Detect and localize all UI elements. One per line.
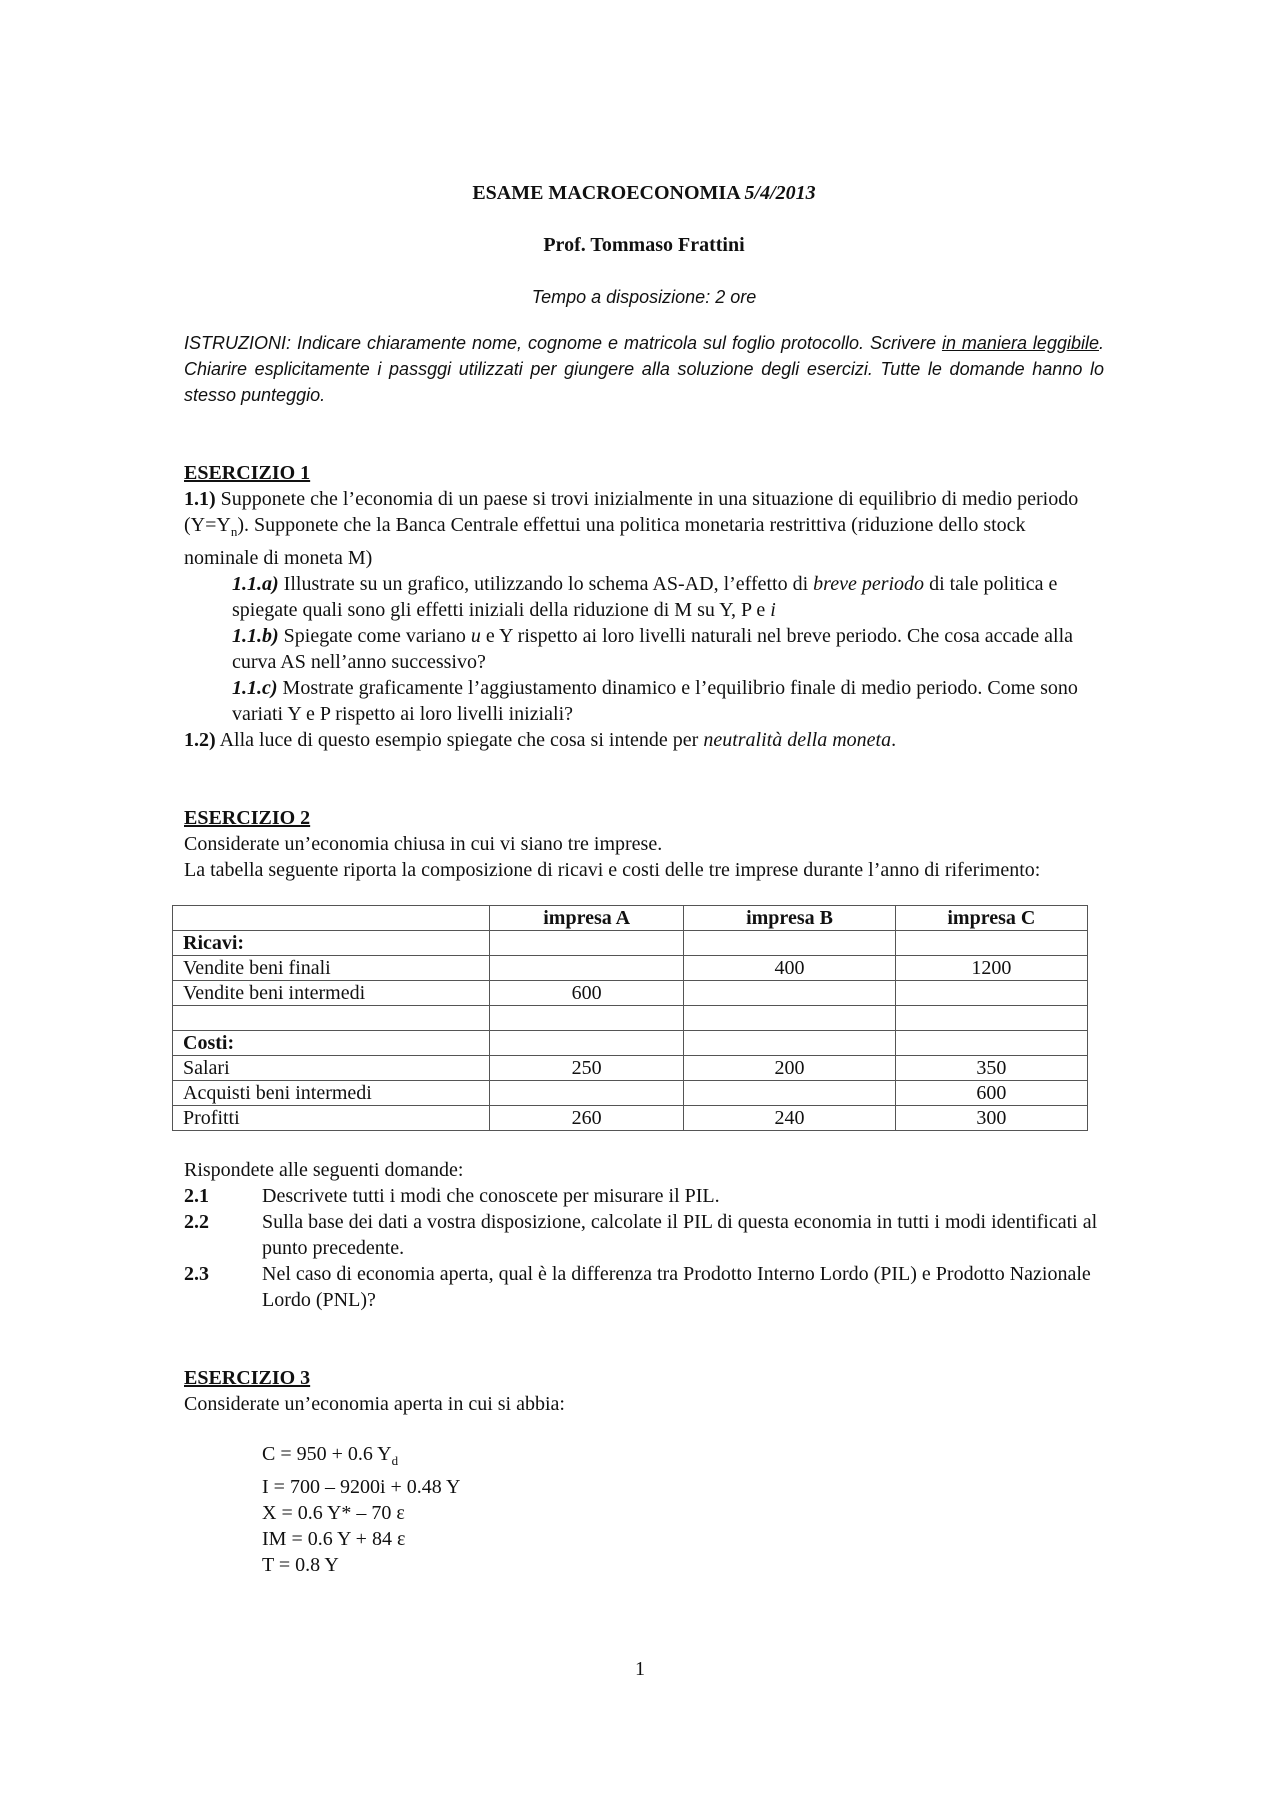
table-row bbox=[173, 1006, 1088, 1031]
question-item bbox=[184, 1209, 1104, 1261]
question-number: 2.1 bbox=[184, 1185, 209, 1207]
table-header-cell bbox=[173, 906, 490, 931]
value-cell bbox=[684, 1006, 895, 1031]
revenue-cost-table bbox=[172, 905, 1088, 1131]
question-text: Descrivete tutti i modi che conoscete per misurare il PIL. bbox=[262, 1185, 720, 1207]
value-cell: 1200 bbox=[895, 956, 1087, 981]
value-cell bbox=[489, 931, 683, 956]
time-allowed: Tempo a disposizione: 2 ore bbox=[531, 287, 757, 307]
exercise-3-title: ESERCIZIO 3 bbox=[184, 1367, 311, 1389]
exercise-2-line-2: La tabella seguente riporta la composizione di ricavi e costi delle tre imprese durante l’anno di riferimento: bbox=[184, 859, 1041, 881]
value-cell bbox=[895, 1031, 1087, 1056]
value-cell bbox=[489, 1006, 683, 1031]
question-1-1: 1.1) Supponete che l’economia di un paese si trovi inizialmente in una situazione di equilibrio di medio periodo $(Y=Y_n)$. Supponete che la Banca Centrale effettui una politica monetaria restrittiva (riduzione dello stock nominale di moneta M) bbox=[184, 488, 1079, 569]
question-item bbox=[184, 1183, 1104, 1209]
table-row bbox=[173, 956, 1088, 981]
exercise-2 bbox=[184, 805, 1104, 1313]
table-header-row bbox=[173, 906, 1088, 931]
answer-intro: Rispondete alle seguenti domande: bbox=[184, 1159, 464, 1181]
value-cell: 260 bbox=[489, 1106, 683, 1131]
exercise-2-line-1: Considerate un’economia chiusa in cui vi siano tre imprese. bbox=[184, 833, 663, 855]
exam-title: ESAME MACROECONOMIA 5/4/2013 bbox=[472, 182, 816, 204]
exercise-1 bbox=[184, 460, 1104, 753]
table-row bbox=[173, 931, 1088, 956]
value-cell bbox=[489, 956, 683, 981]
row-label-cell bbox=[173, 1006, 490, 1031]
question-number: 2.2 bbox=[184, 1211, 209, 1233]
value-cell bbox=[489, 1031, 683, 1056]
table-row bbox=[173, 1056, 1088, 1081]
question-1-2: 1.2) Alla luce di questo esempio spiegate che cosa si intende per neutralità della moneta. bbox=[184, 729, 897, 751]
value-cell: 250 bbox=[489, 1056, 683, 1081]
exercise-3 bbox=[184, 1365, 1104, 1578]
question-text: Nel caso di economia aperta, qual è la differenza tra Prodotto Interno Lordo (PIL) e Prodotto Nazionale Lordo (PNL)? bbox=[262, 1263, 1091, 1311]
value-cell: 240 bbox=[684, 1106, 895, 1131]
value-cell: 300 bbox=[895, 1106, 1087, 1131]
value-cell: 200 bbox=[684, 1056, 895, 1081]
instructions: ISTRUZIONI: Indicare chiaramente nome, cognome e matricola sul foglio protocollo. Scrivere in maniera leggibile. Chiarire esplicitamente i passggi utilizzati per giungere alla soluzione degli esercizi. Tutte le domande hanno lo stesso punteggio. bbox=[184, 333, 1104, 405]
value-cell: 400 bbox=[684, 956, 895, 981]
row-label-cell: Salari bbox=[173, 1056, 490, 1081]
value-cell bbox=[895, 1006, 1087, 1031]
exercise-3-intro: Considerate un’economia aperta in cui si abbia: bbox=[184, 1393, 565, 1415]
table-row bbox=[173, 1081, 1088, 1106]
exercise-2-title: ESERCIZIO 2 bbox=[184, 807, 311, 829]
question-number: 2.3 bbox=[184, 1263, 209, 1285]
equation-exports: X = 0.6 Y* – 70 ε bbox=[262, 1502, 405, 1524]
row-label-cell: Acquisti beni intermedi bbox=[173, 1081, 490, 1106]
exercise-1-title: ESERCIZIO 1 bbox=[184, 462, 311, 484]
equation-consumption: C = 950 + 0.6 $Y_d$ bbox=[262, 1443, 399, 1468]
row-label-cell: Ricavi: bbox=[173, 931, 490, 956]
value-cell bbox=[684, 981, 895, 1006]
question-1-1-a: 1.1.a) Illustrate su un grafico, utilizzando lo schema AS-AD, l’effetto di breve periodo di tale politica e spiegate quali sono gli effetti iniziali della riduzione di M su Y, P e i bbox=[232, 573, 1058, 621]
equation-taxes: T = 0.8 Y bbox=[262, 1554, 339, 1576]
row-label-cell: Profitti bbox=[173, 1106, 490, 1131]
value-cell bbox=[684, 1081, 895, 1106]
question-list bbox=[184, 1183, 1104, 1313]
value-cell: 600 bbox=[489, 981, 683, 1006]
row-label-cell: Vendite beni intermedi bbox=[173, 981, 490, 1006]
question-item bbox=[184, 1261, 1104, 1313]
value-cell bbox=[684, 1031, 895, 1056]
row-label-cell: Vendite beni finali bbox=[173, 956, 490, 981]
equation-imports: IM = 0.6 Y + 84 ε bbox=[262, 1528, 406, 1550]
value-cell bbox=[684, 931, 895, 956]
table-header-cell: impresa C bbox=[895, 906, 1087, 931]
table-header-cell: impresa B bbox=[684, 906, 895, 931]
question-1-1-b: 1.1.b) Spiegate come variano u e Y rispetto ai loro livelli naturali nel breve periodo. Che cosa accade alla curva AS nell’anno successivo? bbox=[232, 625, 1073, 673]
table-row bbox=[173, 1106, 1088, 1131]
question-1-1-c: 1.1.c) Mostrate graficamente l’aggiustamento dinamico e l’equilibrio finale di medio periodo. Come sono variati Y e P rispetto ai loro livelli iniziali? bbox=[232, 677, 1078, 725]
value-cell bbox=[489, 1081, 683, 1106]
value-cell bbox=[895, 981, 1087, 1006]
exam-page bbox=[184, 180, 1104, 1578]
value-cell: 600 bbox=[895, 1081, 1087, 1106]
table-row bbox=[173, 981, 1088, 1006]
value-cell: 350 bbox=[895, 1056, 1087, 1081]
question-text: Sulla base dei dati a vostra disposizione, calcolate il PIL di questa economia in tutti i modi identificati al punto precedente. bbox=[262, 1211, 1098, 1259]
table-header-cell: impresa A bbox=[489, 906, 683, 931]
value-cell bbox=[895, 931, 1087, 956]
page-number: 1 bbox=[635, 1658, 645, 1680]
table-row bbox=[173, 1031, 1088, 1056]
equation-investment: I = 700 – 9200i + 0.48 Y bbox=[262, 1476, 461, 1498]
row-label-cell: Costi: bbox=[173, 1031, 490, 1056]
professor-name: Prof. Tommaso Frattini bbox=[543, 234, 745, 256]
equations bbox=[184, 1441, 1104, 1578]
